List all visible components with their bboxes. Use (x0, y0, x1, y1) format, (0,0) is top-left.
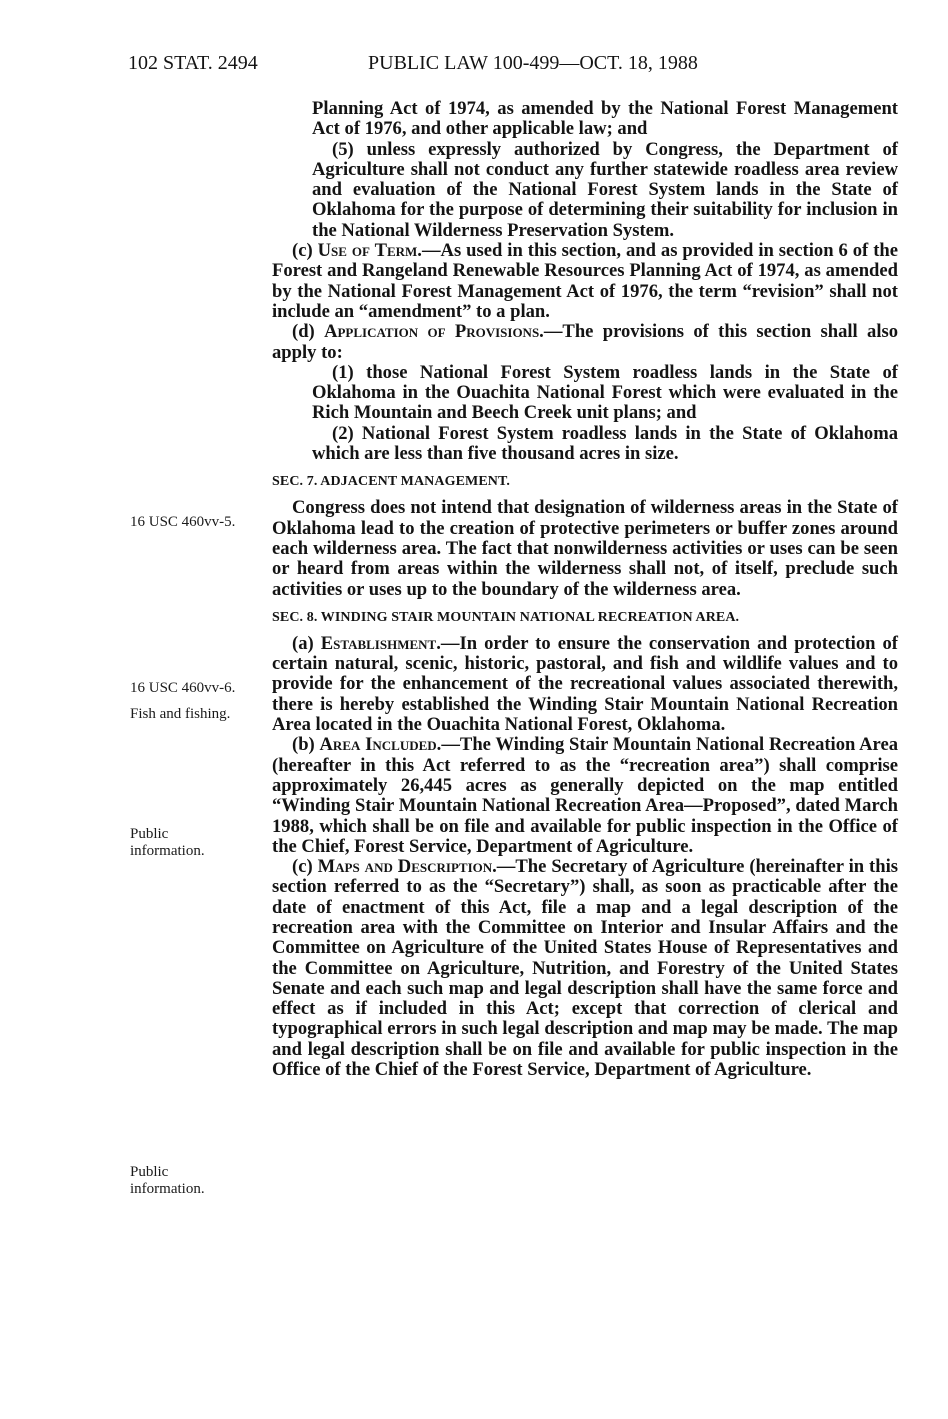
margin-note-text: 16 USC 460vv-5. (130, 514, 236, 530)
section-heading-8: SEC. 8. WINDING STAIR MOUNTAIN NATIONAL RECREATION AREA. (272, 609, 740, 625)
subsection-b (272, 735, 898, 857)
margin-note-text: Public (130, 1164, 169, 1180)
subsection-c2 (272, 857, 898, 1080)
subsection-label: (c) (292, 856, 318, 878)
paragraph: (5) unless expressly authorized by Congress, the Department of Agriculture shall not conduct any further statewide roadless area review and evaluation of the National Forest System lands in the State of Oklahoma for the purpose of determining their suitability for inclusion in the National Wilderness Preservation System. (312, 138, 898, 241)
margin-note-text: 16 USC 460vv-6. (130, 680, 236, 696)
margin-note-text: information. (130, 1181, 205, 1197)
subsection-d (272, 322, 898, 363)
law-body-text (272, 99, 898, 1080)
public-law-title: PUBLIC LAW 100-499—OCT. 18, 1988 (368, 52, 698, 74)
margin-note-public-2 (130, 1164, 205, 1198)
margin-note-fish (130, 706, 230, 723)
subsection-text: —The provisions of this section shall also apply to: (272, 321, 899, 363)
section-heading-7: SEC. 7. ADJACENT MANAGEMENT. (272, 474, 510, 490)
subsection-label: (d) (292, 321, 325, 343)
subsection-label: (a) (292, 632, 321, 654)
margin-note-text: Public (130, 826, 169, 842)
subsection-label: (c) (292, 240, 318, 262)
margin-note-text: Fish and fishing. (130, 706, 231, 722)
subsection-c (272, 241, 898, 322)
subsection-heading: Establishment. (320, 632, 441, 654)
subsection-text: —The Secretary of Agriculture (hereinafter in this section referred to as the “Secretary”) shall, as soon as practicable after the date of enactment of this Act, file a map and a legal description of the recreation area with the Committee on Interior and Insular Affairs and the Committee on Agriculture of the United States House of Representatives and the Committee on Agriculture, Nutrition, and Forestry of the United States Senate and each such map and legal description shall have the same force and effect as if included in this Act; except that correction of clerical and typographical errors in such legal description and map may be made. The map and legal description shall be on file and available for public inspection in the Office of the Chief of the Forest Service, Department of Agriculture. (272, 856, 898, 1081)
paragraph: (1) those National Forest System roadless lands in the State of Oklahoma in the Ouachita National Forest which were evaluated in the Rich Mountain and Beech Creek unit plans; and (312, 361, 898, 424)
margin-note-text: information. (130, 843, 205, 859)
margin-note-sec7 (130, 514, 235, 531)
statute-page-number: 102 STAT. 2494 (128, 52, 258, 74)
subsection-heading: Use of Term. (317, 240, 422, 262)
margin-note-public-1 (130, 826, 205, 860)
paragraph: Congress does not intend that designation of wilderness areas in the State of Oklahoma lead to the creation of protective perimeters or buffer zones around each wilderness area. The fact that nonwilderness activities or uses can be seen or heard from areas within the wilderness shall not, of itself, preclude such activities or uses up to the boundary of the wilderness area. (272, 497, 898, 600)
paragraph: (2) National Forest System roadless lands in the State of Oklahoma which are less than five thousand acres in size. (312, 422, 898, 465)
subsection-label: (b) (292, 734, 320, 756)
subsection-text: —The Winding Stair Mountain National Recreation Area (hereafter in this Act referred to as the “recreation area”) shall comprise approximately 26,445 acres as generally depicted on the map entitled “Winding Stair Mountain National Recreation Area—Proposed”, dated March 1988, which shall be on file and available for public inspection in the Office of the Chief, Forest Service, Department of Agriculture. (272, 734, 899, 857)
subsection-heading: Maps and Description. (317, 856, 497, 878)
subsection-heading: Application of Provisions. (324, 321, 544, 343)
subsection-a (272, 634, 898, 735)
subsection-text: —In order to ensure the conservation and protection of certain natural, scenic, historic, pastoral, and fish and wildlife values and to provide for the enhancement of the recreational values associated therewith, there is hereby established the Winding Stair Mountain National Recreation Area located in the Ouachita National Forest, Oklahoma. (272, 632, 898, 736)
subsection-heading: Area Included. (319, 734, 442, 756)
margin-note-sec8 (130, 680, 235, 697)
paragraph: Planning Act of 1974, as amended by the National Forest Management Act of 1976, and other applicable law; and (312, 98, 898, 140)
subsection-text: —As used in this section, and as provided in section 6 of the Forest and Rangeland Renewable Resources Planning Act of 1974, as amended by the National Forest Management Act of 1976, the term “revision” shall not include an “amendment” to a plan. (272, 240, 898, 322)
